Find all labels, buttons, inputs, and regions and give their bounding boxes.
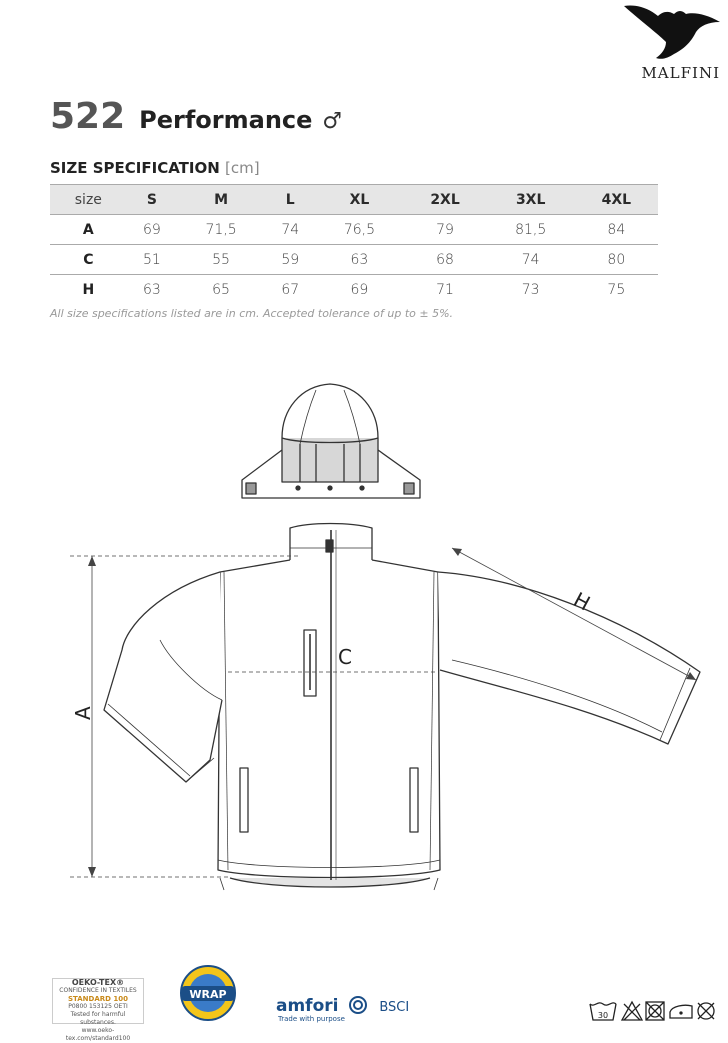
- oeko-url: www.oeko-tex.com/standard100: [65, 1027, 131, 1042]
- no-tumble-dry-icon: [646, 1002, 664, 1020]
- amfori-text: amfori: [276, 996, 339, 1016]
- wash-temp: 30: [597, 1011, 609, 1020]
- wrap-certification-logo-icon: [176, 964, 240, 1022]
- product-name: Performance: [139, 106, 313, 134]
- spec-unit: [cm]: [225, 159, 260, 177]
- jacket-technical-drawing: [0, 370, 728, 910]
- table-cell: 74: [487, 245, 575, 275]
- oeko-tex-badge: [52, 978, 144, 1042]
- table-row: [50, 275, 658, 305]
- table-cell: 81,5: [487, 215, 575, 245]
- measure-label-h: H: [569, 587, 595, 616]
- iron-low-icon: [670, 1005, 692, 1018]
- no-dry-clean-icon: [698, 1003, 714, 1019]
- table-cell: 71: [436, 281, 454, 298]
- table-row: [50, 215, 658, 245]
- table-header-corner: size: [50, 185, 127, 215]
- oeko-subtitle: CONFIDENCE IN TEXTILES: [59, 987, 137, 994]
- table-cell: 63: [315, 245, 403, 275]
- table-cell: 63: [142, 281, 161, 298]
- table-cell: 79: [403, 215, 486, 245]
- table-row: [50, 245, 658, 275]
- size-header: 4XL: [575, 185, 658, 215]
- spec-title: SIZE SPECIFICATION: [50, 159, 220, 177]
- size-header: 2XL: [403, 185, 486, 215]
- oeko-code: P0800 153125 OETI: [68, 1003, 128, 1010]
- wash-30-icon: [590, 1003, 616, 1020]
- size-header: 3XL: [487, 185, 575, 215]
- table-cell: 73: [521, 281, 540, 298]
- table-cell: 65: [212, 281, 230, 298]
- size-header: XL: [315, 185, 403, 215]
- brand-logo-text: MALFINI: [641, 64, 720, 82]
- oeko-title: OEKO-TEX®: [71, 978, 125, 987]
- table-cell: 74: [265, 215, 315, 245]
- size-header: M: [177, 185, 265, 215]
- gender-symbol: ♂: [322, 109, 343, 134]
- hood-drawing: [242, 384, 420, 498]
- oeko-tested: Tested for harmful substances.: [70, 1011, 126, 1026]
- care-symbols: [588, 998, 718, 1022]
- table-cell: 69: [127, 215, 177, 245]
- size-table: [50, 184, 658, 304]
- table-cell: 76,5: [315, 215, 403, 245]
- table-header-row: [50, 185, 658, 215]
- table-cell: 59: [265, 245, 315, 275]
- amfori-subtitle: Trade with purpose: [278, 1015, 345, 1023]
- model-number: 522: [50, 96, 126, 137]
- malfini-bird-logo-icon: [622, 0, 722, 62]
- table-cell: 67: [281, 281, 300, 298]
- size-header: S: [127, 185, 177, 215]
- tolerance-note: All size specifications listed are in cm. Accepted tolerance of up to ± 5%.: [50, 307, 454, 320]
- table-cell: 51: [127, 245, 177, 275]
- size-header: L: [265, 185, 315, 215]
- spec-heading: [50, 159, 260, 177]
- table-cell: 71,5: [177, 215, 265, 245]
- row-label: C: [50, 245, 127, 275]
- amfori-bsci-logo: [276, 996, 410, 1023]
- oeko-standard: STANDARD 100: [67, 995, 129, 1003]
- table-cell: 80: [575, 245, 658, 275]
- bsci-text: BSCI: [379, 1000, 410, 1015]
- no-bleach-icon: [622, 1002, 642, 1020]
- table-cell: 84: [575, 215, 658, 245]
- measure-label-a: A: [71, 706, 95, 720]
- wrap-text: WRAP: [189, 988, 227, 1001]
- table-cell: 55: [177, 245, 265, 275]
- table-cell: 69: [350, 281, 369, 298]
- amfori-ring-icon: [347, 996, 369, 1014]
- table-cell: 75: [607, 281, 626, 298]
- row-label: H: [82, 281, 95, 298]
- jacket-drawing: [104, 524, 700, 891]
- product-title: [50, 96, 342, 137]
- measure-label-c: C: [338, 645, 352, 669]
- row-label: A: [50, 215, 127, 245]
- table-cell: 68: [403, 245, 486, 275]
